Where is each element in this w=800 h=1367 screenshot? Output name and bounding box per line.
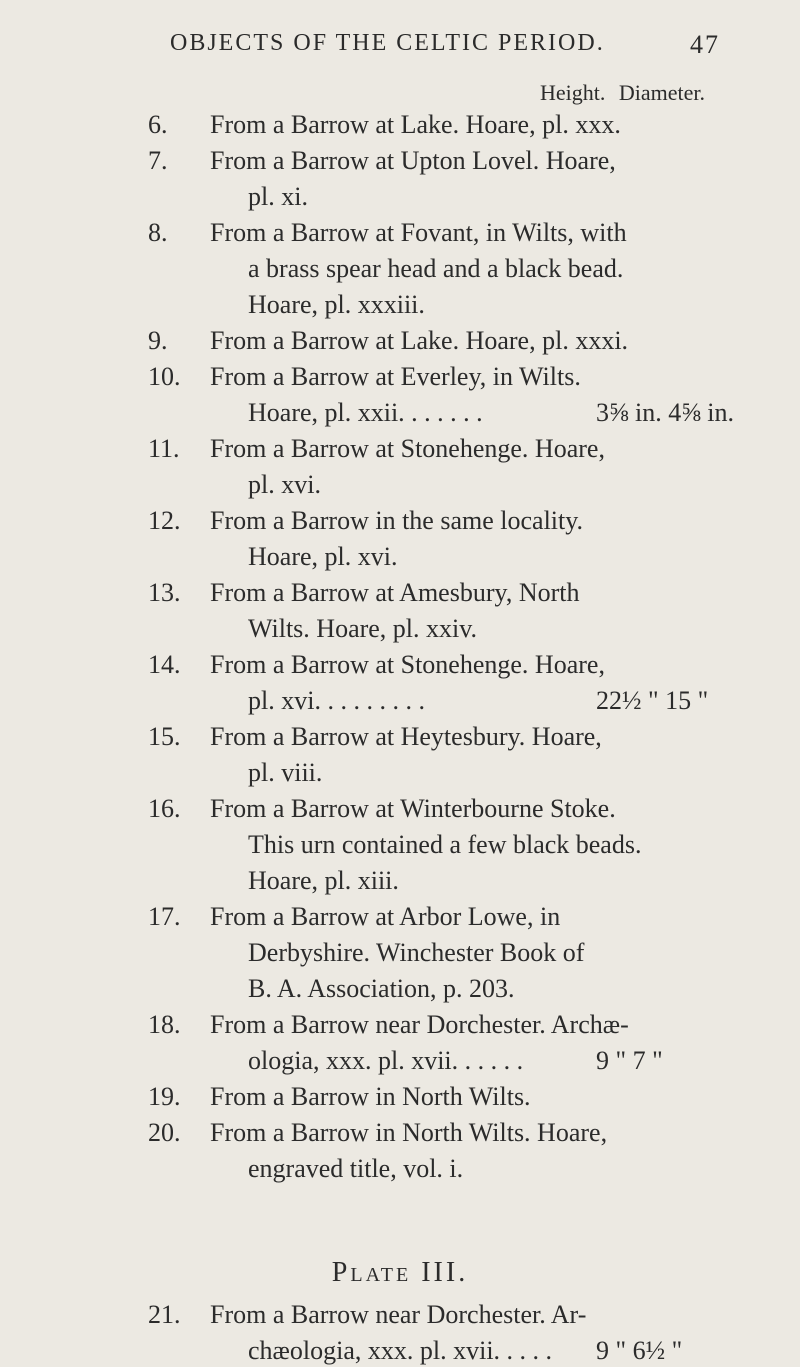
entry-line: pl. xvi. . . . . . . . .: [248, 686, 425, 715]
entry-line: pl. xvi.: [248, 470, 321, 499]
column-headings: [540, 80, 713, 106]
plate-heading: Plate III.: [331, 1257, 469, 1288]
running-head: [170, 30, 760, 64]
entry-number: 18.: [148, 1010, 181, 1039]
entry-dimensions: 9 " 6½ ": [596, 1336, 683, 1365]
entry-number: 15.: [148, 722, 181, 751]
entry-line: Hoare, pl. xvi.: [248, 542, 398, 571]
entry-line: From a Barrow near Dorchester. Archæ-: [210, 1010, 629, 1039]
entry-line: Derbyshire. Winchester Book of: [248, 938, 585, 967]
entry-number: 12.: [148, 506, 181, 535]
entry-line: From a Barrow at Upton Lovel. Hoare,: [210, 146, 616, 175]
entry-line: From a Barrow near Dorchester. Ar-: [210, 1300, 587, 1329]
entry-line: From a Barrow at Arbor Lowe, in: [210, 902, 561, 931]
entry-line: From a Barrow at Heytesbury. Hoare,: [210, 722, 602, 751]
entry-line: From a Barrow at Stonehenge. Hoare,: [210, 650, 605, 679]
entry-number: 17.: [148, 902, 181, 931]
entry-line: From a Barrow at Fovant, in Wilts, with: [210, 218, 627, 247]
entry-line: From a Barrow at Stonehenge. Hoare,: [210, 434, 605, 463]
entry-line: From a Barrow at Lake. Hoare, pl. xxx.: [210, 110, 621, 139]
entry-line: This urn contained a few black beads.: [248, 830, 642, 859]
entry-line: From a Barrow at Everley, in Wilts.: [210, 362, 581, 391]
entry-number: 6.: [148, 110, 168, 139]
entry-line: engraved title, vol. i.: [248, 1154, 464, 1183]
entry-line: From a Barrow at Lake. Hoare, pl. xxxi.: [210, 326, 629, 355]
entry-number: 8.: [148, 218, 168, 247]
entry-line: Hoare, pl. xiii.: [248, 866, 399, 895]
entry-number: 13.: [148, 578, 181, 607]
entry-number: 16.: [148, 794, 181, 823]
entry-line: From a Barrow in North Wilts. Hoare,: [210, 1118, 608, 1147]
entry-dimensions: 3⅝ in. 4⅝ in.: [596, 398, 734, 427]
entry-number: 20.: [148, 1118, 181, 1147]
entry-line: From a Barrow in North Wilts.: [210, 1082, 531, 1111]
entry-number: 14.: [148, 650, 181, 679]
entry-line: From a Barrow at Winterbourne Stoke.: [210, 794, 616, 823]
entry-line: From a Barrow at Amesbury, North: [210, 578, 580, 607]
height-heading: Height.: [540, 80, 606, 105]
entry-line: From a Barrow in the same locality.: [210, 506, 584, 535]
entry-line: pl. xi.: [248, 182, 308, 211]
entry-number: 10.: [148, 362, 181, 391]
entry-line: B. A. Association, p. 203.: [248, 974, 515, 1003]
entry-number: 11.: [148, 434, 180, 463]
entry-number: 9.: [148, 326, 168, 355]
entry-line: Wilts. Hoare, pl. xxiv.: [248, 614, 478, 643]
entry-line: Hoare, pl. xxii. . . . . . .: [248, 398, 483, 427]
entry-dimensions: 9 " 7 ": [596, 1046, 663, 1075]
entry-line: pl. viii.: [248, 758, 323, 787]
page-number: 47: [690, 30, 720, 59]
entry-number: 7.: [148, 146, 168, 175]
entry-line: Hoare, pl. xxxiii.: [248, 290, 425, 319]
entry-line: chæologia, xxx. pl. xvii. . . . .: [248, 1336, 553, 1365]
entry-line: ologia, xxx. pl. xvii. . . . . .: [248, 1046, 524, 1075]
diameter-heading: Diameter.: [618, 80, 706, 105]
entry-number: 21.: [148, 1300, 181, 1329]
running-title: OBJECTS OF THE CELTIC PERIOD.: [170, 30, 605, 56]
entry-dimensions: 22½ " 15 ": [596, 686, 709, 715]
entry-line: a brass spear head and a black bead.: [248, 254, 624, 283]
entry-number: 19.: [148, 1082, 181, 1111]
